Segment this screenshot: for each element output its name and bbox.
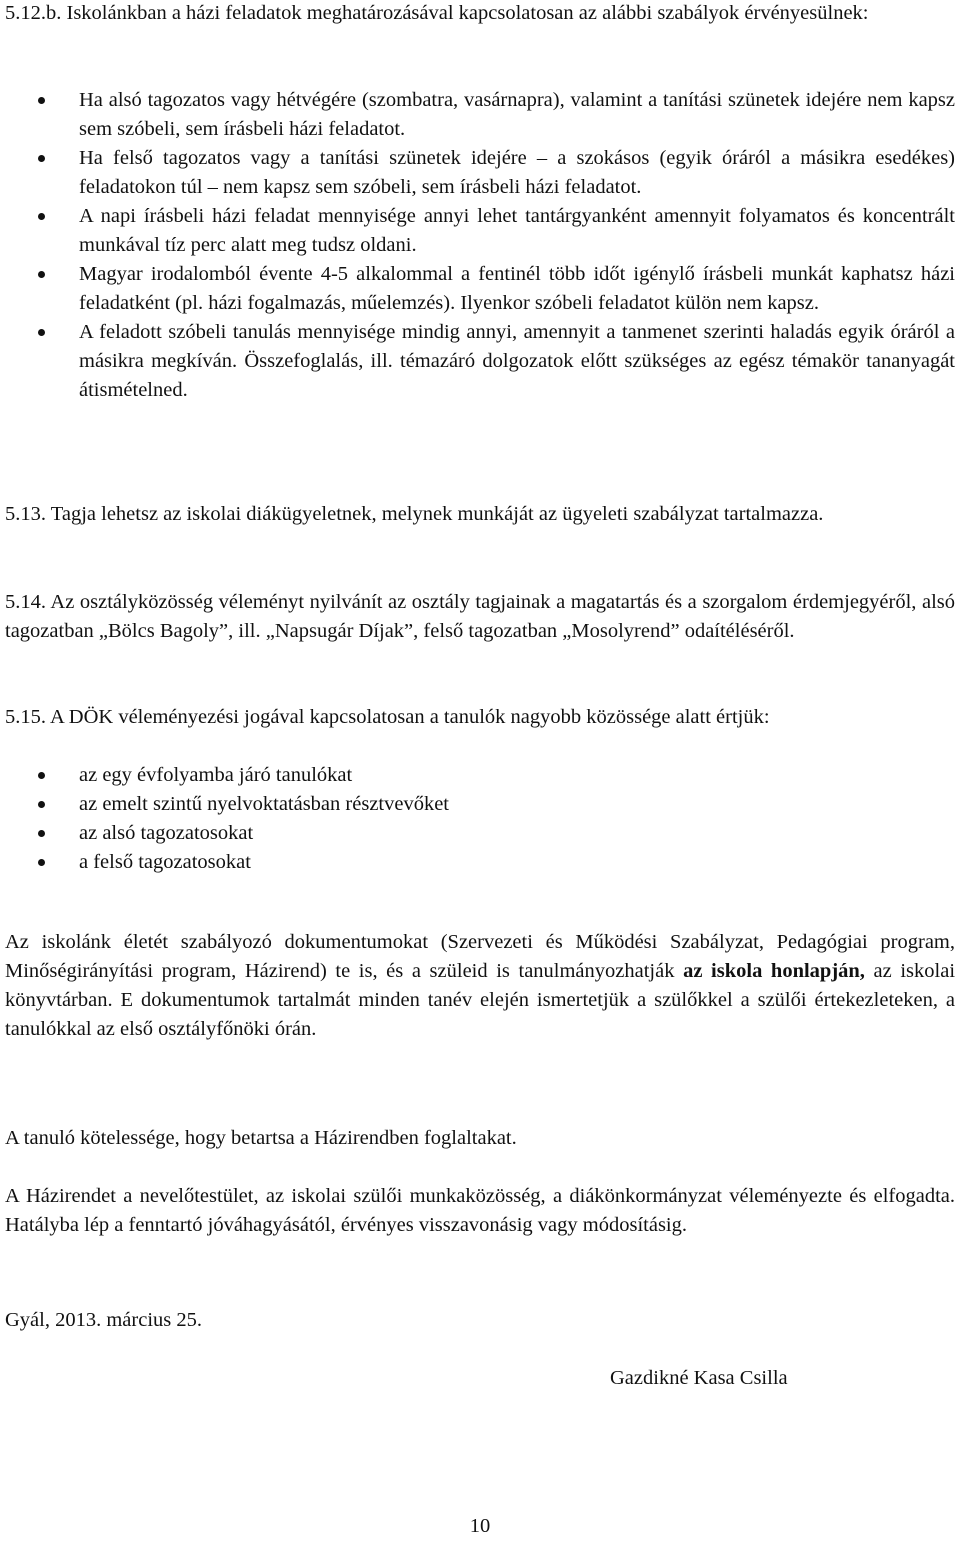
list-item-text: Ha felső tagozatos vagy a tanítási szünetek idejére – a szokásos (egyik óráról a másikra esedékes) feladatokon túl – nem kapsz sem szóbeli, sem írásbeli házi feladatot. [79, 147, 955, 198]
list-item-text: az egy évfolyamba járó tanulókat [79, 764, 353, 786]
community-list [5, 761, 955, 877]
list-item [5, 202, 955, 260]
section-number: 5.13. [5, 503, 46, 525]
section-5-13 [5, 500, 955, 529]
list-item [5, 790, 955, 819]
section-number: 5.14. [5, 591, 46, 613]
list-item-text: Ha alsó tagozatos vagy hétvégére (szombatra, vasárnapra), valamint a tanítási szünetek idejére nem kapsz sem szóbeli, sem írásbeli házi feladatot. [79, 89, 955, 140]
bullet-icon [38, 801, 45, 808]
obligation-paragraph [5, 1124, 955, 1153]
list-item [5, 819, 955, 848]
homework-rules-list [5, 86, 955, 405]
section-5-14 [5, 588, 955, 646]
bullet-icon [38, 772, 45, 779]
page-number: 10 [469, 1515, 491, 1537]
section-heading-text: Iskolánkban a házi feladatok meghatározásával kapcsolatosan az alábbi szabályok érvényesülnek: [66, 2, 869, 24]
list-item-text: A feladott szóbeli tanulás mennyisége mindig annyi, amennyit a tanmenet szerinti haladás egyik óráról a másikra megkíván. Összefoglalás, ill. témazáró dolgozatok előtt szükséges az egész témakör tananyagát átismételned. [79, 321, 955, 401]
section-text: Az osztályközösség véleményt nyilvánít az osztály tagjainak a magatartás és a szorgalom érdemjegyéről, alsó tagozatban „Bölcs Bagoly”, ill. „Napsugár Díjak”, felső tagozatban „Mosolyrend” odaítéléséről. [5, 591, 955, 642]
list-item [5, 260, 955, 318]
paragraph-text: A tanuló kötelessége, hogy betartsa a Házirendben foglaltakat. [5, 1127, 517, 1149]
list-item [5, 761, 955, 790]
section-5-12-heading [5, 0, 955, 28]
section-5-15 [5, 703, 955, 732]
section-text: A DÖK véleményezési jogával kapcsolatosan a tanulók nagyobb közössége alatt értjük: [50, 706, 770, 728]
list-item-text: Magyar irodalomból évente 4-5 alkalommal a fentinél több időt igénylő írásbeli munkát kaphatsz házi feladatként (pl. házi fogalmazás, műelemzés). Ilyenkor szóbeli feladatot külön nem kapsz. [79, 263, 955, 314]
list-item-text: A napi írásbeli házi feladat mennyisége annyi lehet tantárgyanként amennyit folyamatos és koncentrált munkával tíz perc alatt meg tudsz oldani. [79, 205, 955, 256]
bullet-icon [38, 859, 45, 866]
bullet-icon [38, 329, 45, 336]
list-item [5, 318, 955, 405]
list-item-text: az alsó tagozatosokat [79, 822, 254, 844]
bullet-icon [38, 213, 45, 220]
bullet-icon [38, 155, 45, 162]
paragraph-text: az iskolai könyvtárban. E dokumentumok tartalmát minden tanév elején ismertetjük a szülőkkel a szülői értekezleteken, a tanulókkal az első osztályfőnöki órán. [5, 960, 956, 1040]
section-number: 5.15. [5, 706, 46, 728]
date-text: Gyál, 2013. március 25. [5, 1309, 202, 1331]
paragraph-text: Az iskolánk életét szabályozó dokumentumokat (Szervezeti és Működési Szabályzat, Pedagógiai program, Minőségirányítási program, Házirend) te is, és a szüleid is tanulmányozhatják [5, 931, 955, 982]
bullet-icon [38, 830, 45, 837]
section-text: Tagja lehetsz az iskolai diákügyeletnek, melynek munkáját az ügyeleti szabályzat tartalmazza. [50, 503, 824, 525]
document-date [5, 1306, 955, 1335]
website-emphasis: az iskola honlapján, [683, 960, 865, 982]
list-item [5, 848, 955, 877]
list-item [5, 144, 955, 202]
approval-paragraph [5, 1182, 955, 1240]
list-item-text: a felső tagozatosokat [79, 851, 251, 873]
signature-name: Gazdikné Kasa Csilla [610, 1367, 788, 1389]
list-item-text: az emelt szintű nyelvoktatásban résztvevőket [79, 793, 450, 815]
section-number: 5.12.b. [5, 2, 62, 24]
bullet-icon [38, 271, 45, 278]
paragraph-text: A Házirendet a nevelőtestület, az iskolai szülői munkaközösség, a diákönkormányzat véleményezte és elfogadta. Hatályba lép a fenntartó jóváhagyásától, érvényes visszavonásig vagy módosításig. [5, 1185, 955, 1236]
bullet-icon [38, 97, 45, 104]
documents-paragraph [5, 928, 955, 1044]
list-item [5, 86, 955, 144]
